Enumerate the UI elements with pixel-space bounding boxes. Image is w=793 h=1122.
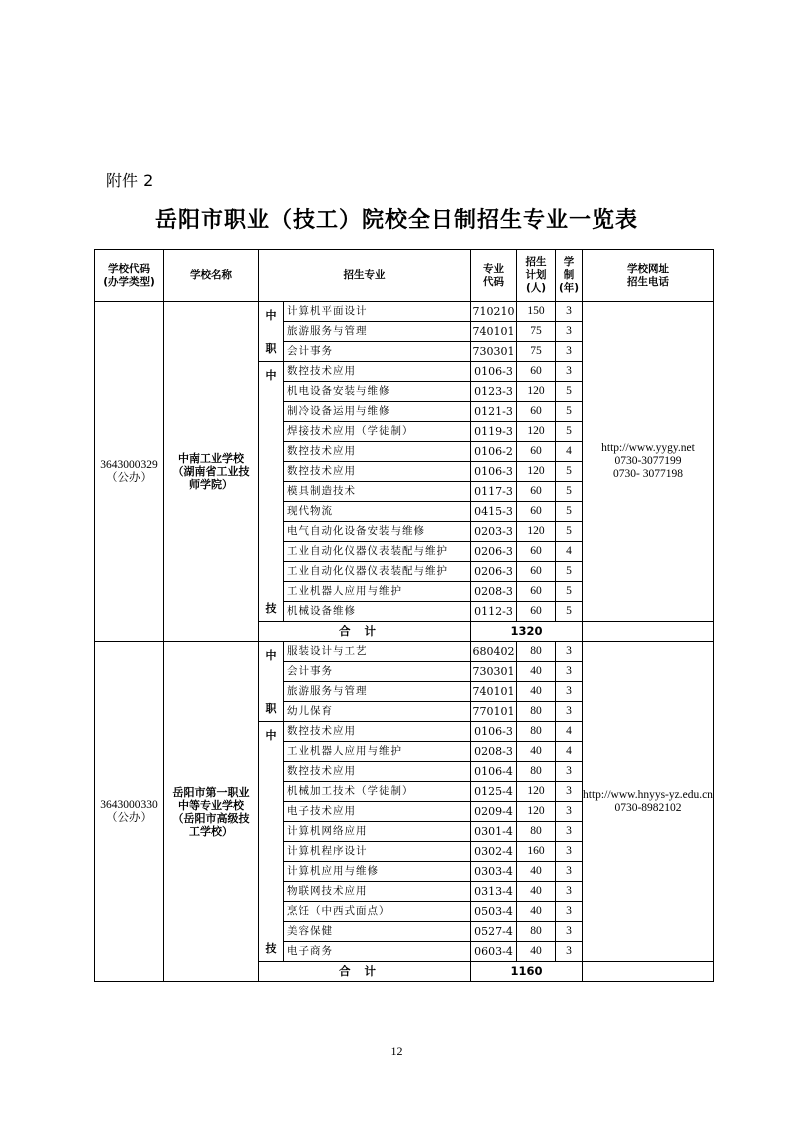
major-name: 电子技术应用 (284, 802, 471, 822)
major-name: 机械设备维修 (284, 602, 471, 622)
major-name: 现代物流 (284, 502, 471, 522)
major-code: 0203-3 (471, 522, 517, 542)
plan-count: 120 (517, 382, 556, 402)
program-years: 3 (556, 682, 583, 702)
school-website: http://www.hnyys-yz.edu.cn (583, 788, 713, 801)
major-name: 计算机平面设计 (284, 302, 471, 322)
level-label (259, 302, 284, 362)
plan-count: 60 (517, 362, 556, 382)
major-name: 工业机器人应用与维护 (284, 742, 471, 762)
major-name: 物联网技术应用 (284, 882, 471, 902)
program-years: 5 (556, 502, 583, 522)
major-name: 计算机程序设计 (284, 842, 471, 862)
school-name-cell (164, 642, 259, 982)
major-name: 会计事务 (284, 662, 471, 682)
major-code: 0121-3 (471, 402, 517, 422)
plan-count: 120 (517, 802, 556, 822)
program-years: 3 (556, 702, 583, 722)
major-code: 0117-3 (471, 482, 517, 502)
major-code: 0603-4 (471, 942, 517, 962)
enrollment-table (94, 249, 714, 982)
major-code: 730301 (471, 342, 517, 362)
major-code: 0415-3 (471, 502, 517, 522)
plan-count: 120 (517, 782, 556, 802)
major-name: 机械加工技术（学徒制） (284, 782, 471, 802)
major-name: 工业自动化仪器仪表装配与维护 (284, 562, 471, 582)
major-name: 服装设计与工艺 (284, 642, 471, 662)
plan-count: 80 (517, 822, 556, 842)
level-label-text (259, 309, 283, 355)
major-code: 0112-3 (471, 602, 517, 622)
program-years: 5 (556, 522, 583, 542)
program-years: 3 (556, 762, 583, 782)
program-years: 5 (556, 602, 583, 622)
program-years: 3 (556, 782, 583, 802)
major-code: 0206-3 (471, 562, 517, 582)
major-code: 0301-4 (471, 822, 517, 842)
school-code-cell (95, 302, 164, 642)
plan-count: 120 (517, 462, 556, 482)
school-phone: 0730-3077199 (614, 455, 682, 467)
level-label-text (259, 369, 283, 615)
plan-count: 40 (517, 942, 556, 962)
plan-count: 120 (517, 522, 556, 542)
school-contact-cell (583, 642, 714, 962)
plan-count: 40 (517, 682, 556, 702)
attachment-label: 附件 2 (106, 171, 154, 190)
major-name: 计算机网络应用 (284, 822, 471, 842)
program-years: 3 (556, 342, 583, 362)
header-major: 招生专业 (259, 250, 471, 302)
major-code: 0123-3 (471, 382, 517, 402)
program-years: 5 (556, 422, 583, 442)
header-school-name: 学校名称 (164, 250, 259, 302)
major-name: 电子商务 (284, 942, 471, 962)
level-char: 中 (265, 308, 277, 322)
school-type: （公办） (106, 811, 152, 824)
major-code: 0106-3 (471, 722, 517, 742)
level-label-text (259, 729, 283, 955)
header-major-code: 专业 代码 (471, 250, 517, 302)
plan-count: 75 (517, 322, 556, 342)
school-name-cell (164, 302, 259, 642)
table-row (95, 302, 714, 322)
total-value: 1160 (471, 962, 583, 982)
plan-count: 160 (517, 842, 556, 862)
school-name-line: 中南工业学校 (178, 452, 244, 465)
major-code: 710210 (471, 302, 517, 322)
major-code: 740101 (471, 682, 517, 702)
major-name: 计算机应用与维修 (284, 862, 471, 882)
plan-count: 80 (517, 722, 556, 742)
level-label (259, 642, 284, 722)
school-id-code: 3643000329 (100, 458, 158, 471)
header-school-code: 学校代码 (办学类型) (95, 250, 164, 302)
program-years: 3 (556, 842, 583, 862)
major-code: 770101 (471, 702, 517, 722)
program-years: 3 (556, 322, 583, 342)
program-years: 3 (556, 362, 583, 382)
plan-count: 150 (517, 302, 556, 322)
level-char: 职 (265, 341, 277, 355)
plan-count: 60 (517, 542, 556, 562)
program-years: 5 (556, 402, 583, 422)
school-phone: 0730- 3077198 (613, 468, 683, 480)
major-code: 740101 (471, 322, 517, 342)
major-code: 730301 (471, 662, 517, 682)
plan-count: 60 (517, 562, 556, 582)
table-header-row (95, 250, 714, 302)
major-code: 0106-4 (471, 762, 517, 782)
plan-count: 40 (517, 902, 556, 922)
major-name: 模具制造技术 (284, 482, 471, 502)
level-char: 中 (265, 368, 277, 382)
program-years: 3 (556, 902, 583, 922)
program-years: 4 (556, 722, 583, 742)
major-name: 旅游服务与管理 (284, 682, 471, 702)
major-code: 0209-4 (471, 802, 517, 822)
total-value: 1320 (471, 622, 583, 642)
school-name-line: 岳阳市第一职业 (172, 785, 250, 799)
plan-count: 40 (517, 862, 556, 882)
program-years: 5 (556, 482, 583, 502)
major-code: 0302-4 (471, 842, 517, 862)
plan-count: 40 (517, 662, 556, 682)
major-code: 0313-4 (471, 882, 517, 902)
major-code: 0503-4 (471, 902, 517, 922)
major-name: 机电设备安装与维修 (284, 382, 471, 402)
plan-count: 40 (517, 882, 556, 902)
level-char: 中 (265, 648, 277, 662)
program-years: 3 (556, 302, 583, 322)
plan-count: 80 (517, 642, 556, 662)
level-label (259, 722, 284, 962)
major-name: 幼儿保育 (284, 702, 471, 722)
major-name: 旅游服务与管理 (284, 322, 471, 342)
major-name: 烹饪（中西式面点） (284, 902, 471, 922)
program-years: 3 (556, 662, 583, 682)
major-name: 工业机器人应用与维护 (284, 582, 471, 602)
table-row (95, 642, 714, 662)
program-years: 5 (556, 562, 583, 582)
major-name: 工业自动化仪器仪表装配与维护 (284, 542, 471, 562)
program-years: 4 (556, 442, 583, 462)
major-name: 数控技术应用 (284, 442, 471, 462)
school-website: http://www.yygy.net (601, 442, 695, 454)
level-label (259, 362, 284, 622)
program-years: 3 (556, 862, 583, 882)
major-name: 制冷设备运用与维修 (284, 402, 471, 422)
plan-count: 60 (517, 602, 556, 622)
plan-count: 75 (517, 342, 556, 362)
level-char: 中 (265, 728, 277, 742)
program-years: 3 (556, 922, 583, 942)
plan-count: 40 (517, 742, 556, 762)
plan-count: 60 (517, 482, 556, 502)
major-name: 数控技术应用 (284, 462, 471, 482)
program-years: 4 (556, 742, 583, 762)
program-years: 3 (556, 802, 583, 822)
major-name: 焊接技术应用（学徒制） (284, 422, 471, 442)
total-label: 合计 (259, 622, 471, 642)
level-label-text (259, 649, 283, 715)
total-contact-blank (583, 962, 714, 982)
program-years: 5 (556, 462, 583, 482)
major-name: 美容保健 (284, 922, 471, 942)
program-years: 3 (556, 642, 583, 662)
major-name: 数控技术应用 (284, 722, 471, 742)
document-title: 岳阳市职业（技工）院校全日制招生专业一览表 (154, 207, 638, 233)
page-number: 12 (390, 1044, 403, 1058)
major-code: 0106-3 (471, 362, 517, 382)
major-code: 0119-3 (471, 422, 517, 442)
school-name-line: （岳阳市高级技 (172, 811, 250, 825)
major-name: 会计事务 (284, 342, 471, 362)
plan-count: 80 (517, 702, 556, 722)
school-name-line: 工学校） (189, 824, 233, 838)
major-code: 0208-3 (471, 742, 517, 762)
major-name: 数控技术应用 (284, 762, 471, 782)
plan-count: 80 (517, 762, 556, 782)
program-years: 4 (556, 542, 583, 562)
plan-count: 60 (517, 402, 556, 422)
major-code: 680402 (471, 642, 517, 662)
program-years: 3 (556, 942, 583, 962)
major-name: 数控技术应用 (284, 362, 471, 382)
header-plan: 招生 计划 (人) (517, 250, 556, 302)
plan-count: 60 (517, 582, 556, 602)
plan-count: 60 (517, 442, 556, 462)
major-code: 0206-3 (471, 542, 517, 562)
level-char: 职 (265, 701, 277, 715)
total-label: 合计 (259, 962, 471, 982)
school-phone: 0730-8982102 (614, 801, 682, 814)
major-code: 0208-3 (471, 582, 517, 602)
school-name-line: （湖南省工业技 (172, 465, 250, 478)
school-id-code: 3643000330 (100, 798, 158, 811)
major-code: 0125-4 (471, 782, 517, 802)
level-char: 技 (265, 941, 277, 955)
major-code: 0303-4 (471, 862, 517, 882)
program-years: 5 (556, 382, 583, 402)
header-years: 学 制 (年) (556, 250, 583, 302)
plan-count: 120 (517, 422, 556, 442)
school-name-line: 中等专业学校 (178, 798, 244, 812)
major-code: 0527-4 (471, 922, 517, 942)
major-code: 0106-3 (471, 462, 517, 482)
school-name-line: 师学院） (189, 478, 233, 491)
total-contact-blank (583, 622, 714, 642)
school-type: （公办） (106, 471, 152, 484)
level-char: 技 (265, 601, 277, 615)
school-code-cell (95, 642, 164, 982)
plan-count: 60 (517, 502, 556, 522)
major-code: 0106-2 (471, 442, 517, 462)
school-contact-cell (583, 302, 714, 622)
header-contact: 学校网址 招生电话 (583, 250, 714, 302)
program-years: 5 (556, 582, 583, 602)
program-years: 3 (556, 882, 583, 902)
plan-count: 80 (517, 922, 556, 942)
major-name: 电气自动化设备安装与维修 (284, 522, 471, 542)
program-years: 3 (556, 822, 583, 842)
